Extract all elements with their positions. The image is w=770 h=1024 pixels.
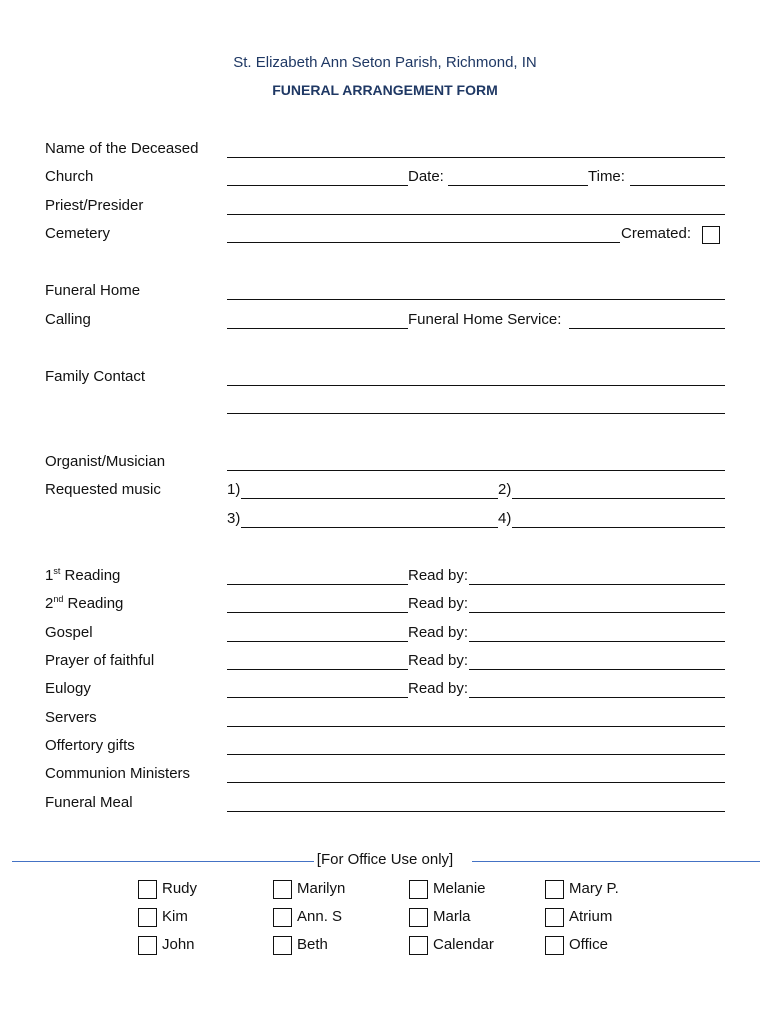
label-funeral-home-service: Funeral Home Service: [408,311,562,328]
first-reading-reader-input-line[interactable] [469,584,725,585]
first-reading-input-line[interactable] [227,584,408,585]
music-3-label: 3) [227,510,241,527]
checkbox-ann-s[interactable] [273,908,292,927]
time-input-line[interactable] [630,185,725,186]
checkbox-melanie[interactable] [409,880,428,899]
label-funeral-meal: Funeral Meal [45,794,133,811]
label-read-by: Read by: [408,567,469,584]
offertory-input-line[interactable] [227,754,725,755]
checkbox-kim[interactable] [138,908,157,927]
funeral-meal-input-line[interactable] [227,811,725,812]
funeral-home-input-line[interactable] [227,299,725,300]
communion-input-line[interactable] [227,782,725,783]
staff-label-john: John [162,936,195,953]
checkbox-marilyn[interactable] [273,880,292,899]
label-gospel: Gospel [45,624,93,641]
form-title: FUNERAL ARRANGEMENT FORM [272,82,498,98]
date-input-line[interactable] [448,185,588,186]
checkbox-rudy[interactable] [138,880,157,899]
label-second-reading: 2nd Reading [45,594,124,612]
office-use-title: [For Office Use only] [0,850,770,870]
checkbox-calendar[interactable] [409,936,428,955]
label-calling: Calling [45,311,91,328]
checkbox-atrium[interactable] [545,908,564,927]
church-input-line[interactable] [227,185,408,186]
staff-label-calendar: Calendar [433,936,494,953]
label-requested-music: Requested music [45,481,161,498]
prayer-input-line[interactable] [227,669,408,670]
label-date: Date: [408,168,444,185]
label-family-contact: Family Contact [45,368,146,385]
music-2-label: 2) [498,481,512,498]
checkbox-john[interactable] [138,936,157,955]
checkbox-beth[interactable] [273,936,292,955]
music-2-input-line[interactable] [512,498,725,499]
staff-label-atrium: Atrium [569,908,613,925]
prayer-reader-input-line[interactable] [469,669,725,670]
label-church: Church [45,168,94,185]
gospel-reader-input-line[interactable] [469,641,725,642]
staff-label-melanie: Melanie [433,880,486,897]
calling-input-line[interactable] [227,328,408,329]
staff-label-marla: Marla [433,908,471,925]
staff-label-marilyn: Marilyn [297,880,346,897]
checkbox-mary-p[interactable] [545,880,564,899]
label-funeral-home: Funeral Home [45,282,141,299]
cemetery-input-line[interactable] [227,242,620,243]
funeral-home-service-input-line[interactable] [569,328,725,329]
staff-label-kim: Kim [162,908,188,925]
label-eulogy: Eulogy [45,680,91,697]
servers-input-line[interactable] [227,726,725,727]
staff-label-office: Office [569,936,608,953]
label-communion-ministers: Communion Ministers [45,765,191,782]
family-contact-input-line-1[interactable] [227,385,725,386]
label-organist: Organist/Musician [45,453,166,470]
music-4-label: 4) [498,510,512,527]
label-time: Time: [588,168,625,185]
family-contact-input-line-2[interactable] [227,413,725,414]
eulogy-input-line[interactable] [227,697,408,698]
checkbox-office[interactable] [545,936,564,955]
label-priest: Priest/Presider [45,197,144,214]
priest-input-line[interactable] [227,214,725,215]
organist-input-line[interactable] [227,470,725,471]
label-prayer-of-faithful: Prayer of faithful [45,652,155,669]
staff-label-ann-s: Ann. S [297,908,343,925]
staff-label-rudy: Rudy [162,880,198,897]
label-offertory-gifts: Offertory gifts [45,737,135,754]
staff-label-beth: Beth [297,936,328,953]
parish-name: St. Elizabeth Ann Seton Parish, Richmond, IN [233,54,537,71]
label-cemetery: Cemetery [45,225,111,242]
label-read-by: Read by: [408,652,469,669]
gospel-input-line[interactable] [227,641,408,642]
label-first-reading: 1st Reading [45,566,121,584]
cremated-checkbox[interactable] [702,226,720,244]
checkbox-marla[interactable] [409,908,428,927]
deceased-input-line[interactable] [227,157,725,158]
music-1-label: 1) [227,481,241,498]
music-1-input-line[interactable] [241,498,498,499]
label-servers: Servers [45,709,97,726]
label-read-by: Read by: [408,595,469,612]
staff-label-mary-p: Mary P. [569,880,619,897]
second-reading-input-line[interactable] [227,612,408,613]
label-cremated: Cremated: [621,225,692,242]
music-3-input-line[interactable] [241,527,498,528]
label-read-by: Read by: [408,624,469,641]
second-reading-reader-input-line[interactable] [469,612,725,613]
label-read-by: Read by: [408,680,469,697]
music-4-input-line[interactable] [512,527,725,528]
label-deceased: Name of the Deceased [45,140,199,157]
eulogy-reader-input-line[interactable] [469,697,725,698]
